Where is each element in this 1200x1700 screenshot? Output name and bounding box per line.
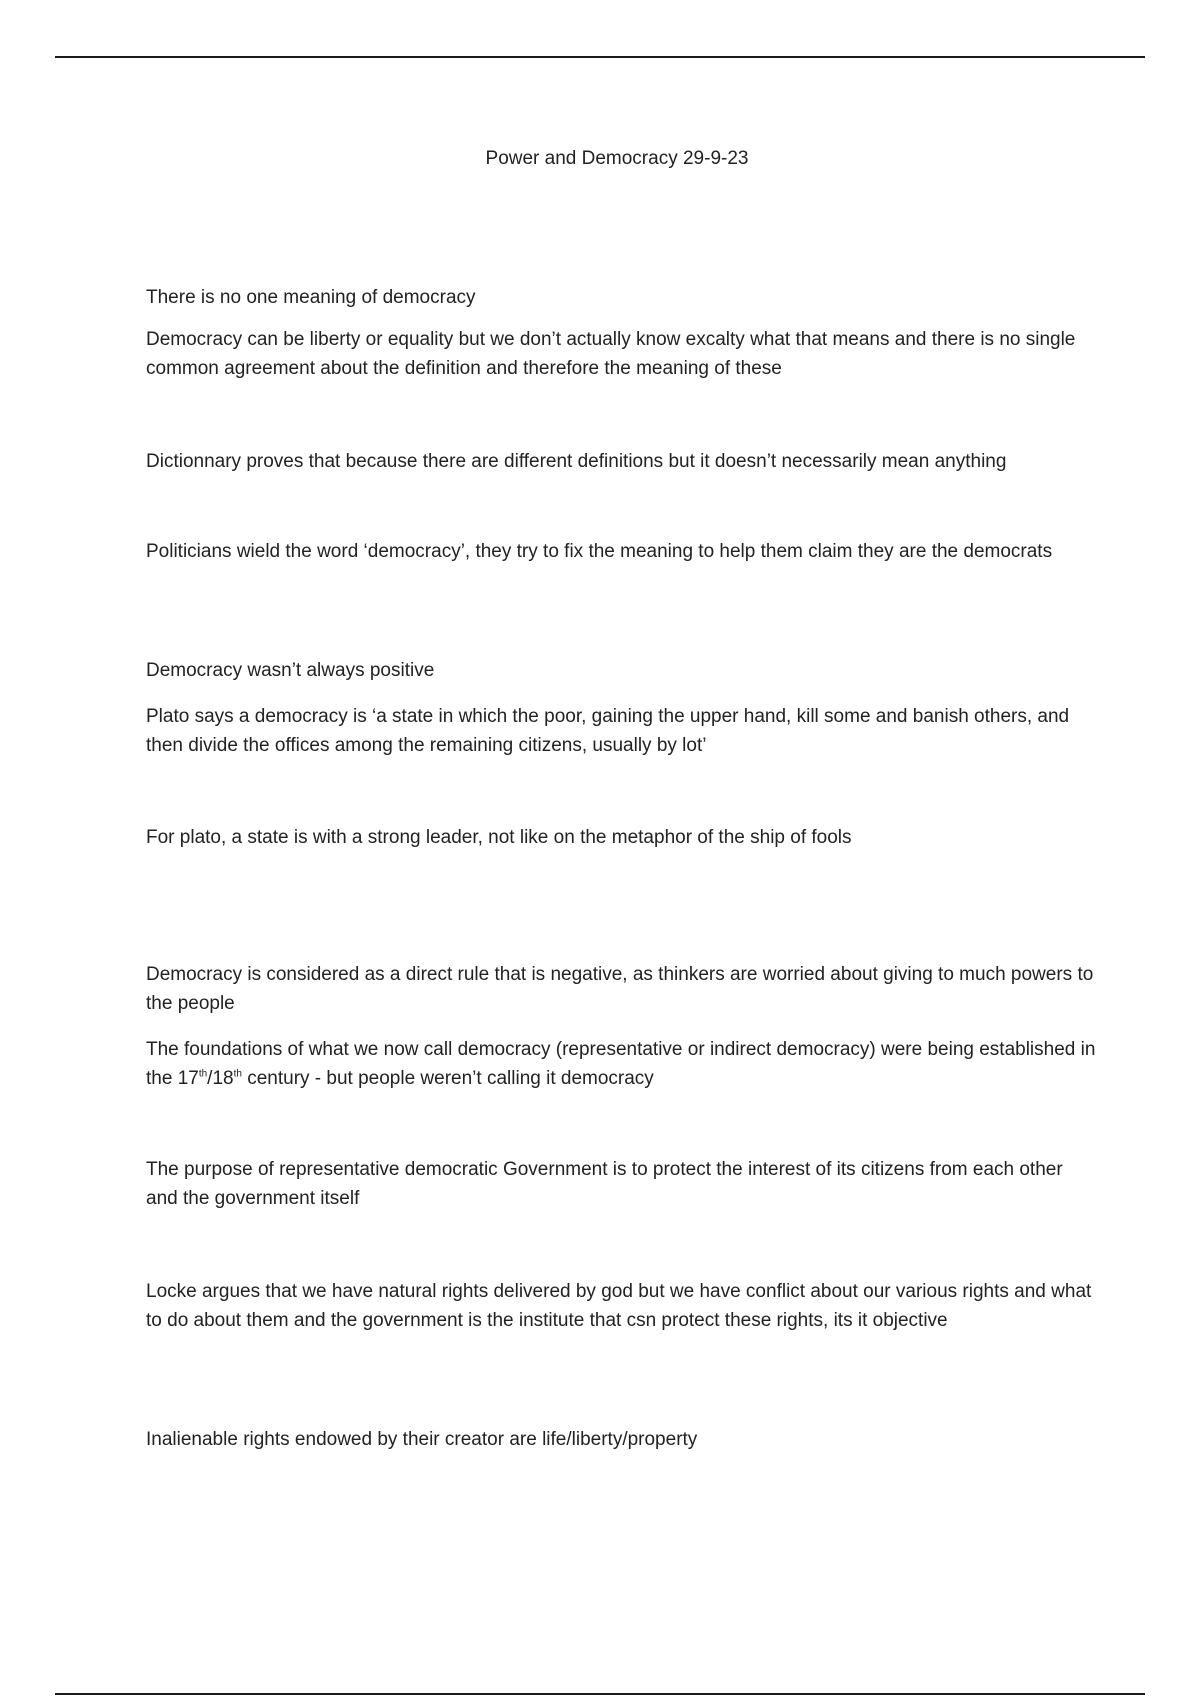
paragraph: There is no one meaning of democracy (146, 287, 476, 308)
superscript: th (233, 1068, 242, 1080)
paragraph: Inalienable rights endowed by their creator are life/liberty/property (146, 1429, 698, 1450)
paragraph: For plato, a state is with a strong leader, not like on the metaphor of the ship of fools (146, 827, 852, 848)
superscript: th (198, 1068, 208, 1080)
paragraph-with-superscripts (146, 1035, 1096, 1093)
paragraph: The purpose of representative democratic Government is to protect the interest of its citizens from each other and the government itself (146, 1159, 1063, 1209)
paragraph-text: century - but people weren’t calling it democracy (241, 1068, 654, 1089)
bottom-rule (55, 1693, 1145, 1695)
paragraph: Plato says a democracy is ‘a state in which the poor, gaining the upper hand, kill some and banish others, and then divide the offices among the remaining citizens, usually by lot’ (146, 706, 1070, 756)
paragraph: Democracy is considered as a direct rule that is negative, as thinkers are worried about giving to much powers to the people (146, 964, 1094, 1014)
paragraph-text: /18 (207, 1068, 234, 1089)
paragraph-text: The foundations of what we now call democracy (representative or indirect democracy) were being established in the 17 (146, 1039, 1096, 1089)
paragraph: Locke argues that we have natural rights delivered by god but we have conflict about our various rights and what to do about them and the government is the institute that csn protect these rights, its it objective (146, 1281, 1092, 1331)
paragraph: Dictionnary proves that because there are different definitions but it doesn’t necessarily mean anything (146, 451, 1007, 472)
paragraph: Democracy can be liberty or equality but we don’t actually know excalty what that means and there is no single common agreement about the definition and therefore the meaning of these (146, 329, 1076, 379)
top-rule (55, 56, 1145, 58)
paragraph: Democracy wasn’t always positive (146, 660, 435, 681)
paragraph: Politicians wield the word ‘democracy’, they try to fix the meaning to help them claim they are the democrats (146, 541, 1053, 562)
page-title: Power and Democracy 29-9-23 (485, 148, 749, 169)
